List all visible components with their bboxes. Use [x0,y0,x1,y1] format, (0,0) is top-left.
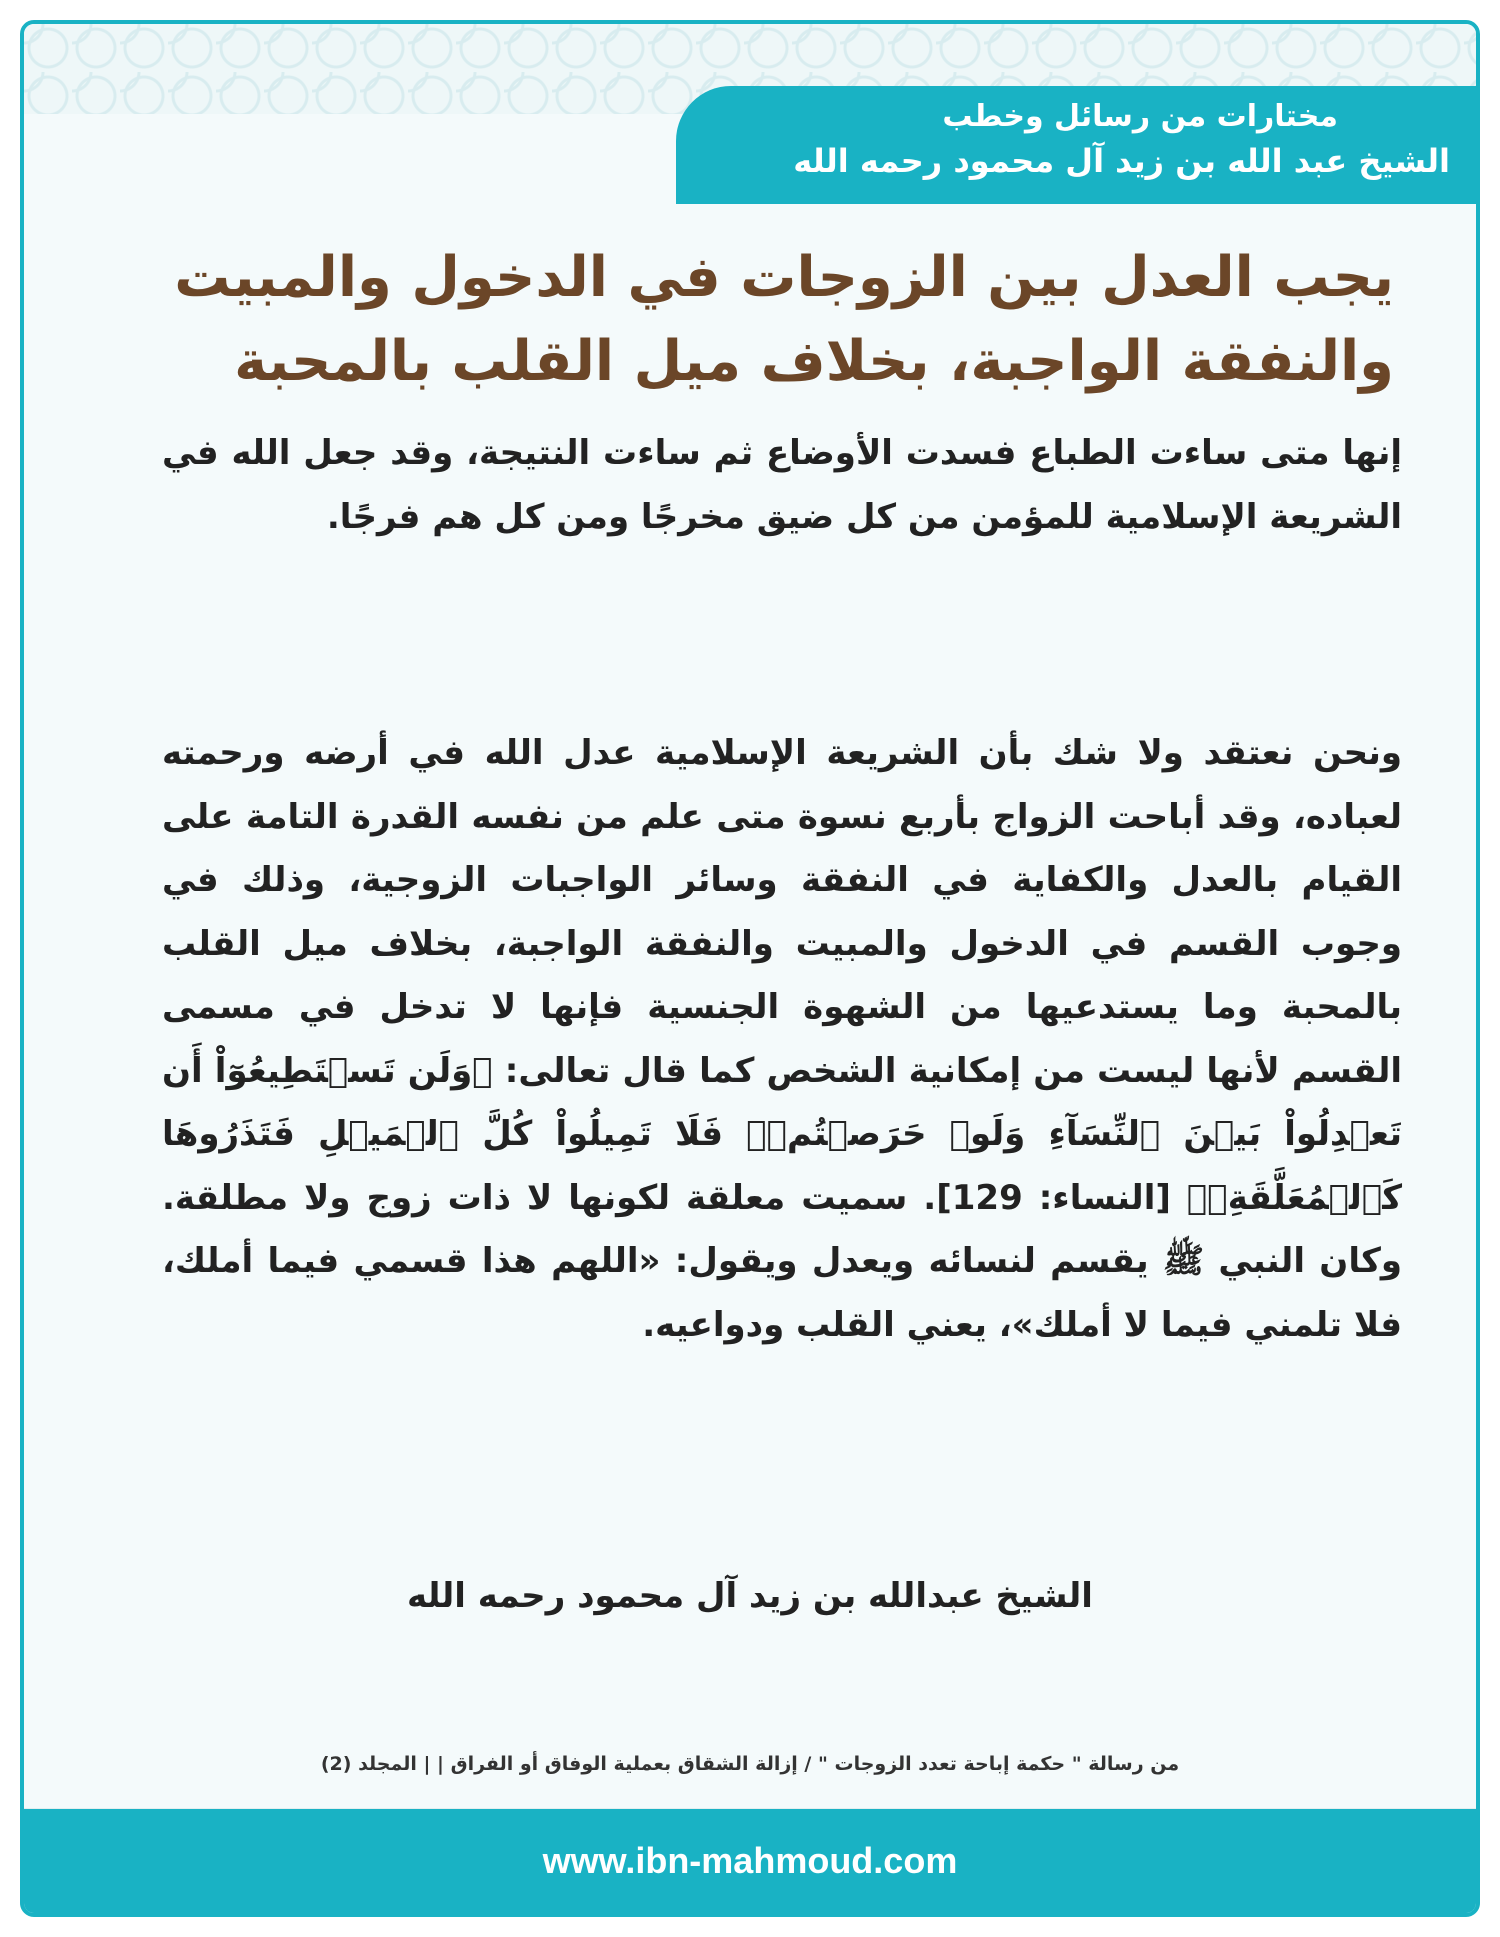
header-tab [676,86,1476,204]
header-series-title: مختارات من رسائل وخطب [942,99,1338,134]
author-signature: الشيخ عبدالله بن زيد آل محمود رحمه الله [407,1576,1093,1616]
body-paragraph-2 [162,722,1402,1357]
source-citation: من رسالة " حكمة إباحة تعدد الزوجات " / إزالة الشقاق بعملية الوفاق أو الفراق | | المجلد (2) [320,1753,1180,1775]
paragraph-2-text: ونحن نعتقد ولا شك بأن الشريعة الإسلامية عدل الله في أرضه ورحمته لعباده، وقد أباحت الزواج بأربع نسوة متى علم من نفسه القدرة التامة على القيام بالعدل والكفاية في النفقة وسائر الواجبات الزوجية، وذلك في وجوب القسم في الدخول والمبيت والنفقة الواجبة، بخلاف ميل القلب بالمحبة وما يستدعيها من الشهوة الجنسية فإنها لا تدخل في مسمى القسم لأنها ليست من إمكانية الشخص كما قال تعالى: [162,733,1402,1091]
website-link[interactable]: www.ibn-mahmoud.com [542,1840,958,1881]
page-frame [20,20,1480,1917]
page-title-line-2: والنفقة الواجبة، بخلاف ميل القلب بالمحبة [234,329,1394,394]
page-title [134,236,1394,404]
page-title-line-1: يجب العدل بين الزوجات في الدخول والمبيت [174,245,1394,310]
body-paragraph-1: إنها متى ساءت الطباع فسدت الأوضاع ثم ساءت النتيجة، وقد جعل الله في الشريعة الإسلامية للمؤمن من كل ضيق مخرجًا ومن كل هم فرجًا. [162,433,1402,537]
header-author: الشيخ عبد الله بن زيد آل محمود رحمه الله [793,142,1450,180]
footer-bar [24,1809,1476,1913]
paragraph-2-text-continued: [النساء: 129]. سميت معلقة لكونها لا ذات زوج ولا مطلقة. وكان النبي ﷺ يقسم لنسائه ويعدل ويقول: «اللهم هذا قسمي فيما أملك، فلا تلمني فيما لا أملك»، يعني القلب ودواعيه. [162,1177,1402,1345]
quran-verse: ﴿وَلَن تَسۡتَطِيعُوٓاْ أَن تَعۡدِلُواْ بَيۡنَ ٱلنِّسَآءِ وَلَوۡ حَرَصۡتُمۡۖ فَلَا تَمِيلُواْ كُلَّ ٱلۡمَيۡلِ فَتَذَرُوهَا كَٱلۡمُعَلَّقَةِۚ﴾ [162,1050,1402,1218]
